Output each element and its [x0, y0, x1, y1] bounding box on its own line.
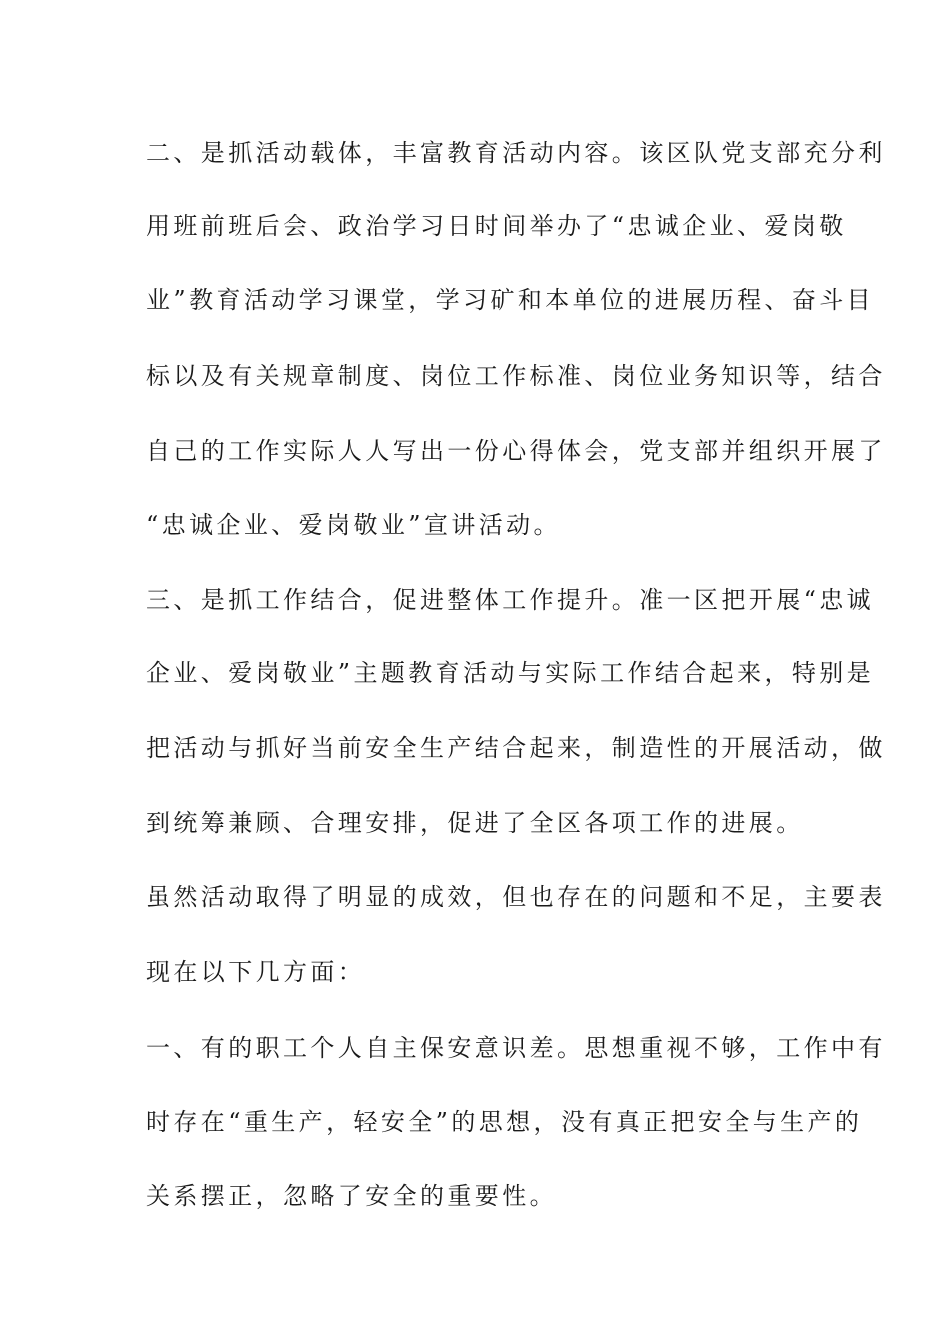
text-line: 业”教育活动学习课堂，学习矿和本单位的进展历程、奋斗目	[146, 286, 875, 314]
text-line: 企业、爱岗敬业”主题教育活动与实际工作结合起来，特别是	[146, 659, 875, 687]
text-line: 虽然活动取得了明显的成效，但也存在的问题和不足，主要表	[146, 883, 886, 911]
text-line: 时存在“重生产，轻安全”的思想，没有真正把安全与生产的	[146, 1108, 863, 1136]
text-line: 三、是抓工作结合，促进整体工作提升。准一区把开展“忠诚	[146, 586, 875, 614]
text-line: 关系摆正，忽略了安全的重要性。	[146, 1182, 557, 1210]
text-line: “忠诚企业、爱岗敬业”宣讲活动。	[146, 511, 561, 539]
text-line: 现在以下几方面：	[146, 958, 366, 986]
text-line: 用班前班后会、政治学习日时间举办了“忠诚企业、爱岗敬	[146, 212, 847, 240]
text-line: 二、是抓活动载体，丰富教育活动内容。该区队党支部充分利	[146, 139, 886, 167]
text-line: 自己的工作实际人人写出一份心得体会，党支部并组织开展了	[146, 437, 886, 465]
text-line: 标以及有关规章制度、岗位工作标准、岗位业务知识等，结合	[146, 362, 886, 390]
text-line: 把活动与抓好当前安全生产结合起来，制造性的开展活动，做	[146, 734, 886, 762]
text-line: 一、有的职工个人自主保安意识差。思想重视不够，工作中有	[146, 1034, 886, 1062]
text-line: 到统筹兼顾、合理安排，促进了全区各项工作的进展。	[146, 809, 804, 837]
